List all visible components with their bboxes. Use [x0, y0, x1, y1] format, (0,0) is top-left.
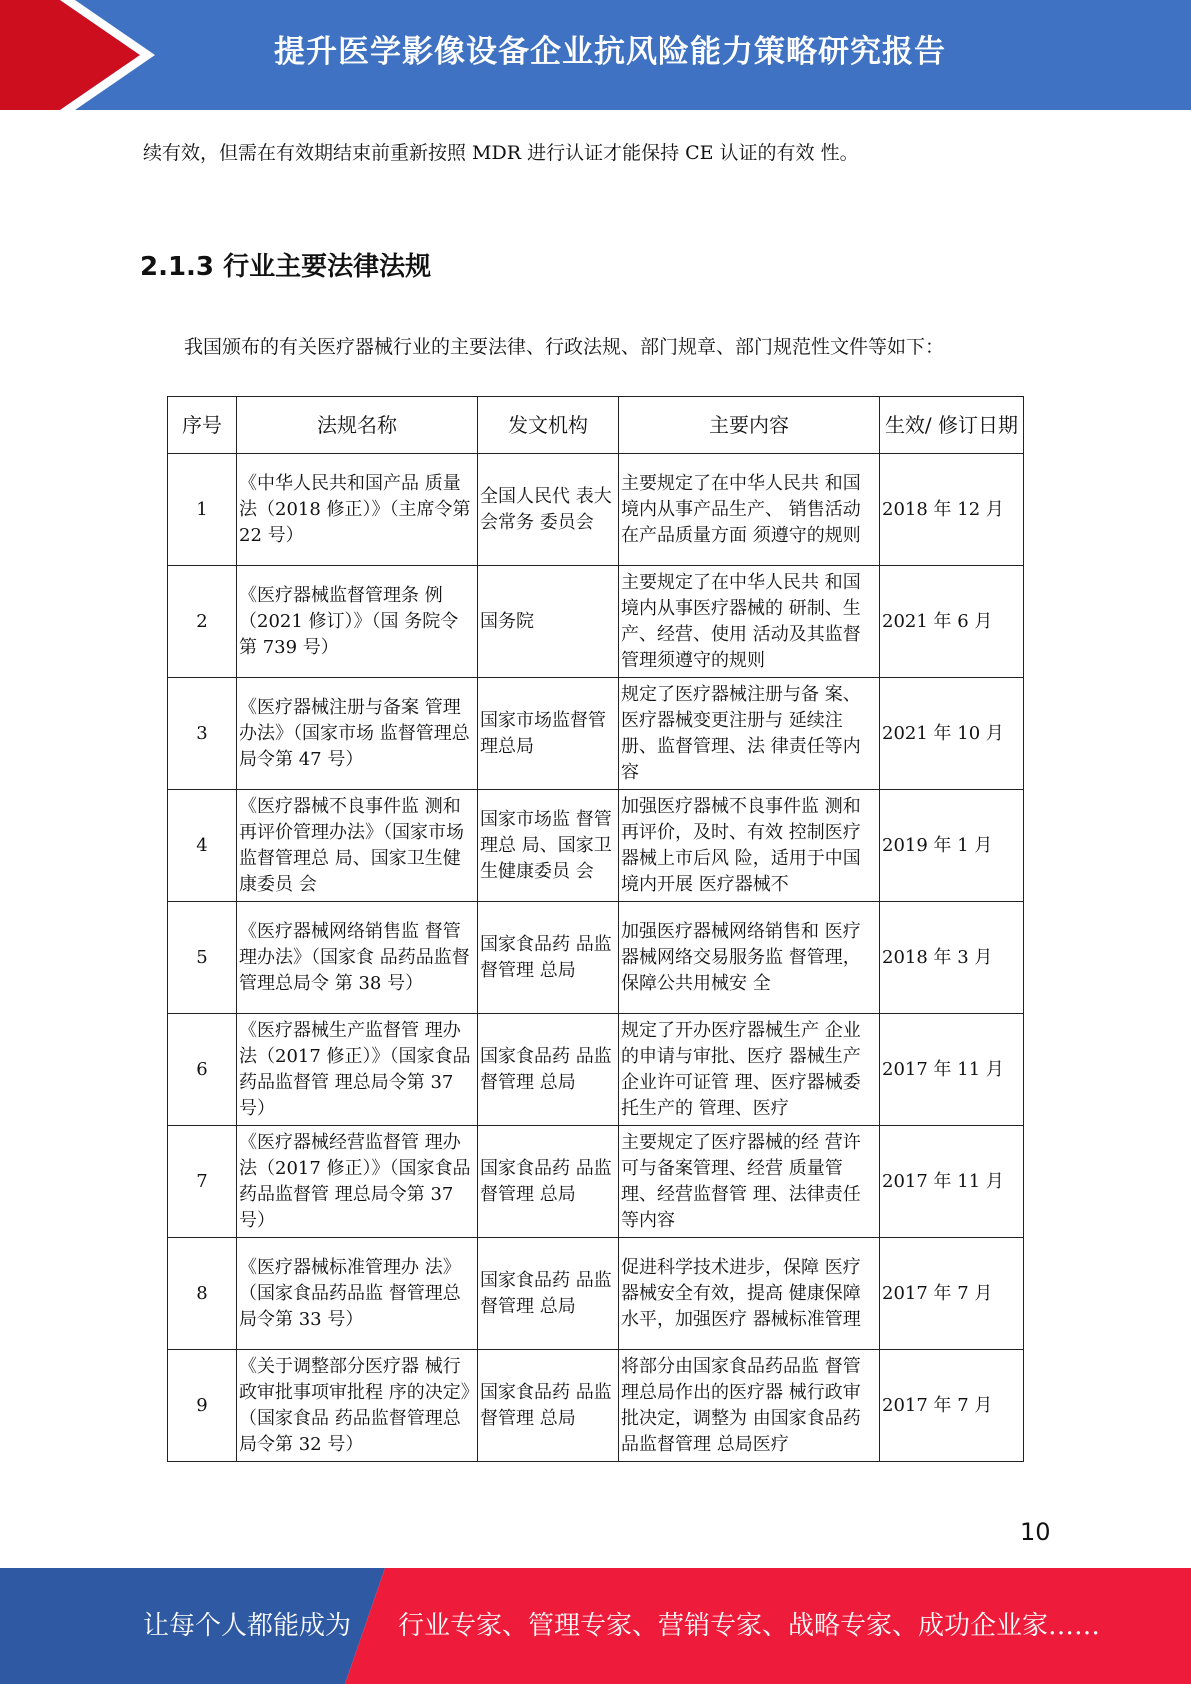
row-no: 5	[168, 902, 237, 1014]
table-row	[168, 1350, 1024, 1462]
footer-slogan-left: 让每个人都能成为	[143, 1611, 352, 1641]
row-no: 4	[168, 790, 237, 902]
table-row	[168, 1014, 1024, 1126]
row-name	[237, 1238, 478, 1350]
row-agency	[478, 1350, 619, 1462]
row-agency	[478, 790, 619, 902]
row-no: 2	[168, 566, 237, 678]
row-content-text: 主要规定了在中华人民共 和国境内从事医疗器械的 研制、生产、经营、使用 活动及其监督管理须遵守的规则	[621, 571, 861, 671]
page-number: 10	[1020, 1518, 1051, 1546]
section-heading: 2.1.3 行业主要法律法规	[140, 252, 432, 282]
row-agency-text: 国家食品药 品监督管理 总局	[480, 1381, 612, 1429]
table-row	[168, 678, 1024, 790]
row-name	[237, 454, 478, 566]
row-agency	[478, 1126, 619, 1238]
header-name: 法规名称	[237, 397, 478, 454]
row-agency-text: 全国人民代 表大会常务 委员会	[480, 485, 612, 533]
row-name	[237, 678, 478, 790]
row-agency-text: 国务院	[480, 610, 534, 632]
header-agency: 发文机构	[478, 397, 619, 454]
row-no: 6	[168, 1014, 237, 1126]
header-arrow-decoration	[0, 0, 160, 110]
row-name-text: 《医疗器械监督管理条 例（2021 修订）》（国 务院令第 739 号）	[239, 584, 459, 658]
header-content: 主要内容	[619, 397, 880, 454]
intro-text: 续有效，但需在有效期结束前重新按照 MDR 进行认证才能保持 CE 认证的有效 性。	[143, 142, 859, 164]
row-content-text: 加强医疗器械网络销售和 医疗器械网络交易服务监 督管理，保障公共用械安 全	[621, 920, 861, 994]
row-content	[619, 566, 880, 678]
row-content	[619, 1238, 880, 1350]
row-agency	[478, 902, 619, 1014]
row-content-text: 规定了开办医疗器械生产 企业的申请与审批、医疗 器械生产企业许可证管 理、医疗器械委托生产的 管理、医疗	[621, 1019, 861, 1119]
row-content	[619, 902, 880, 1014]
table-header-row	[168, 397, 1024, 454]
row-name-text: 《医疗器械生产监督管 理办法（2017 修正）》（国家食品药品监督管 理总局令第 37 号）	[239, 1019, 471, 1119]
lead-text: 我国颁布的有关医疗器械行业的主要法律、行政法规、部门规章、部门规范性文件等如下：	[184, 336, 945, 358]
row-date: 2017 年 11 月	[880, 1014, 1024, 1126]
row-name	[237, 1014, 478, 1126]
report-title: 提升医学影像设备企业抗风险能力策略研究报告	[274, 34, 946, 70]
row-agency-text: 国家市场监督管理总局	[480, 709, 606, 757]
row-content	[619, 1014, 880, 1126]
row-name	[237, 790, 478, 902]
row-date: 2017 年 11 月	[880, 1126, 1024, 1238]
table-row	[168, 454, 1024, 566]
row-name-text: 《关于调整部分医疗器 械行政审批事项审批程 序的决定》（国家食品 药品监督管理总局令第 32 号）	[239, 1355, 470, 1455]
row-date: 2018 年 3 月	[880, 902, 1024, 1014]
row-name	[237, 902, 478, 1014]
table-row	[168, 1126, 1024, 1238]
row-agency-text: 国家食品药 品监督管理 总局	[480, 1157, 612, 1205]
row-no: 1	[168, 454, 237, 566]
row-content	[619, 678, 880, 790]
regulation-table	[167, 396, 1024, 1462]
row-agency-text: 国家食品药 品监督管理 总局	[480, 933, 612, 981]
page-header	[0, 0, 1191, 110]
row-content-text: 将部分由国家食品药品监 督管理总局作出的医疗器 械行政审批决定，调整为 由国家食品药品监督管理 总局医疗	[621, 1355, 861, 1455]
row-agency	[478, 566, 619, 678]
page-footer	[0, 1568, 1191, 1684]
header-date: 生效/ 修订日期	[880, 397, 1024, 454]
row-content-text: 主要规定了在中华人民共 和国境内从事产品生产、 销售活动在产品质量方面 须遵守的规则	[621, 472, 861, 546]
row-name	[237, 566, 478, 678]
row-date: 2018 年 12 月	[880, 454, 1024, 566]
row-name-text: 《医疗器械经营监督管 理办法（2017 修正）》（国家食品药品监督管 理总局令第 37 号）	[239, 1131, 471, 1231]
row-agency-text: 国家市场监 督管理总 局、国家卫 生健康委员 会	[480, 808, 612, 882]
row-date: 2019 年 1 月	[880, 790, 1024, 902]
row-agency	[478, 1014, 619, 1126]
row-no: 3	[168, 678, 237, 790]
row-no: 8	[168, 1238, 237, 1350]
row-date: 2017 年 7 月	[880, 1238, 1024, 1350]
row-agency	[478, 1238, 619, 1350]
row-agency-text: 国家食品药 品监督管理 总局	[480, 1269, 612, 1317]
row-agency	[478, 678, 619, 790]
row-content	[619, 454, 880, 566]
row-date: 2021 年 10 月	[880, 678, 1024, 790]
header-no: 序号	[168, 397, 237, 454]
row-name-text: 《医疗器械标准管理办 法》（国家食品药品监 督管理总局令第 33 号）	[239, 1256, 461, 1330]
row-name-text: 《医疗器械不良事件监 测和再评价管理办法》（国家市场监督管理总 局、国家卫生健康委员 会	[239, 795, 464, 895]
row-name	[237, 1126, 478, 1238]
table-row	[168, 1238, 1024, 1350]
table-row	[168, 790, 1024, 902]
row-agency-text: 国家食品药 品监督管理 总局	[480, 1045, 612, 1093]
row-name-text: 《医疗器械网络销售监 督管理办法》（国家食 品药品监督管理总局令 第 38 号）	[239, 920, 470, 994]
row-content	[619, 1350, 880, 1462]
row-name-text: 《医疗器械注册与备案 管理办法》（国家市场 监督管理总局令第 47 号）	[239, 696, 470, 770]
row-name	[237, 1350, 478, 1462]
table-row	[168, 566, 1024, 678]
row-content-text: 主要规定了医疗器械的经 营许可与备案管理、经营 质量管理、经营监督管 理、法律责任等内容	[621, 1131, 861, 1231]
row-no: 7	[168, 1126, 237, 1238]
row-content	[619, 1126, 880, 1238]
row-name-text: 《中华人民共和国产品 质量法（2018 修正）》（主席令第 22 号）	[239, 472, 471, 546]
row-content-text: 促进科学技术进步，保障 医疗器械安全有效，提高 健康保障水平，加强医疗 器械标准管理	[621, 1256, 861, 1330]
table-row	[168, 902, 1024, 1014]
row-date: 2017 年 7 月	[880, 1350, 1024, 1462]
row-content-text: 加强医疗器械不良事件监 测和再评价，及时、有效 控制医疗器械上市后风 险，适用于中国境内开展 医疗器械不	[621, 795, 861, 895]
row-content-text: 规定了医疗器械注册与备 案、医疗器械变更注册与 延续注册、监督管理、法 律责任等内容	[621, 683, 861, 783]
footer-slogan-right: 行业专家、管理专家、营销专家、战略专家、成功企业家……	[398, 1611, 1101, 1641]
row-agency	[478, 454, 619, 566]
row-content	[619, 790, 880, 902]
row-date: 2021 年 6 月	[880, 566, 1024, 678]
row-no: 9	[168, 1350, 237, 1462]
